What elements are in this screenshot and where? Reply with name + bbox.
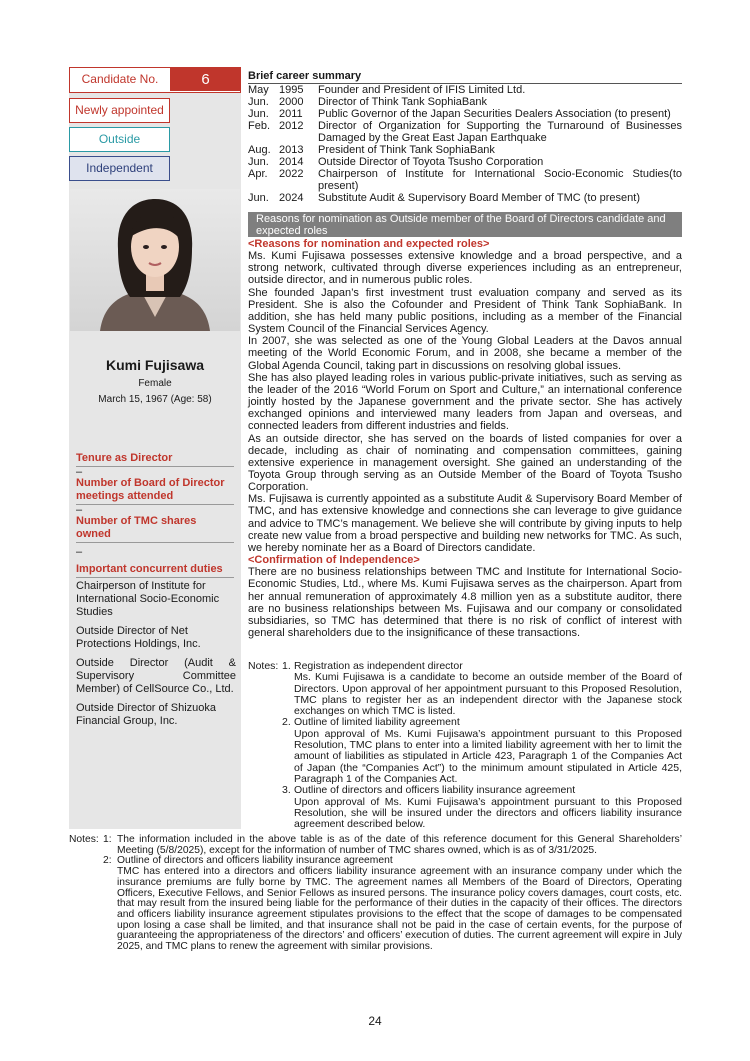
candidate-gender: Female	[138, 378, 172, 389]
career-month: Jun.	[248, 108, 269, 120]
note-number: 1.	[282, 660, 291, 672]
candidate-label: Candidate No.	[81, 72, 159, 86]
tenure-value: –	[76, 466, 83, 478]
career-entry	[248, 96, 682, 108]
footnote-item	[69, 856, 682, 952]
independence-paragraph: There are no business relationships between TMC and Institute for International Socio-Economic Studies, Ltd., where Ms. Kumi Fujisawa serves as the chairperson. Apart from her annual remuneration of approximately 4.8 million yen as a substitute auditor, there are no business relationships between Ms. Fujisawa and our company or consolidated subsidiaries, so TMC has determined that there is no risk of conflict of interest with general shareholders due to the insignificance of these transactions.	[248, 566, 682, 639]
note-body: Upon approval of Ms. Kumi Fujisawa’s appointment pursuant to this Proposed Resolution, she will be insured under the directors and officers liability insurance agreement described below.	[294, 795, 682, 831]
portrait-illustration	[70, 189, 240, 331]
tag-outside: Outside	[69, 127, 170, 152]
candidate-number: 6	[170, 68, 241, 91]
duty-item: Outside Director (Audit & Supervisory Committee Member) of CellSource Co., Ltd.	[76, 657, 236, 695]
reasons-paragraph: She founded Japan’s first investment trust evaluation company and served as its President. She is also the Cofounder and President of Think Tank SophiaBank. In addition, she has held many public positions, including as a member of the Financial System Council of the Financial Services Agency.	[248, 286, 682, 336]
career-text: President of Think Tank SophiaBank	[318, 144, 495, 156]
note-body: Upon approval of Ms. Kumi Fujisawa’s appointment pursuant to this Proposed Resolution, TMC plans to enter into a limited liability agreement with her to limit the amount of liabilities as stipulated in Article 423, Paragraph 1 of the Companies Act of Japan (the “Companies Act”) to the minimum amount stipulated in Article 425, Paragraph 1 of the Companies Act.	[294, 727, 682, 785]
career-text: Director of Think Tank SophiaBank	[318, 96, 487, 108]
candidate-dob: March 15, 1967 (Age: 58)	[98, 394, 212, 405]
career-year: 1995	[279, 84, 304, 96]
reasons-paragraph: Ms. Fujisawa is currently appointed as a substitute Audit & Supervisory Board Member of TMC, and has extensive knowledge and connections she can leverage to give guidance and advice to TMC’s management. We believe she will contribute by giving inputs to help create new value from a broad perspective and building new networks for TMC. As such, we hereby nominate her as a Board of Directors candidate.	[248, 493, 682, 554]
duties-label: Important concurrent duties	[76, 563, 234, 578]
note-body: Ms. Kumi Fujisawa is a candidate to become an outside member of the Board of Directors. Upon approval of her appointment pursuant to this Proposed Resolution, TMC plans to register her as an independent director with the Japanese stock exchanges on which TMC is listed.	[294, 671, 682, 718]
career-text: Chairperson of Institute for International Socio-Economic Studies(to present)	[318, 168, 682, 192]
duty-item: Outside Director of Shizuoka Financial Group, Inc.	[76, 702, 217, 727]
footnote-item	[69, 835, 682, 856]
reasons-paragraph: As an outside director, she has served on the boards of listed companies for over a decade, including as chair of nominating and compensation committees, gaining extensive experience in management oversight. She gained an understanding of the Toyota Group through serving as an Outside Member of the Board of Toyota Tsusho Corporation.	[248, 432, 682, 494]
reasons-paragraph: Ms. Kumi Fujisawa possesses extensive knowledge and a broad perspective, and a strong network, cultivated through diverse experiences including as an entrepreneur, outside director, and in numerous public roles.	[248, 250, 682, 287]
reasons-section	[248, 238, 682, 639]
tag-independent: Independent	[69, 156, 170, 181]
duty-item: Chairperson of Institute for International Socio-Economic Studies	[76, 580, 220, 618]
note-heading: Outline of directors and officers liability insurance agreement	[294, 784, 576, 797]
note-item	[248, 785, 682, 830]
career-month: Feb.	[248, 120, 271, 132]
career-entry	[248, 84, 682, 96]
career-entry	[248, 108, 682, 120]
career-year: 2013	[279, 144, 304, 156]
career-year: 2014	[279, 156, 304, 168]
candidate-number-box	[69, 67, 241, 93]
tag-newly-appointed: Newly appointed	[69, 98, 170, 123]
career-entry	[248, 168, 682, 192]
note-item	[248, 661, 682, 717]
independence-heading: <Confirmation of Independence>	[248, 554, 420, 567]
career-summary-title: Brief career summary	[248, 70, 682, 84]
candidate-notes	[248, 661, 682, 830]
career-text: Director of Organization for Supporting the Turnaround of Businesses Damaged by the Great East Japan Earthquake	[318, 120, 682, 144]
duty-item: Outside Director of Net Protections Holdings, Inc.	[76, 625, 201, 650]
footnote-body: TMC has entered into a directors and officers liability insurance agreement with an insurance company under which the insurance premiums are fully borne by TMC. The agreement names all Members of the Board of Directors, Operating Officers, Executive Fellows, and Senior Fellows as insured persons. The insurance policy covers damages, court costs, etc. that may result from the insured being liable for the performance of their duties in the capacity of their offices. The directors and officers liability insurance agreement stipulates provisions to the effect that the scope of damages to be compensated upon losing a case shall be limited, and that insurance shall not be paid in the case of certain events, for the purpose of guaranteeing the appropriateness of the directors’ and officers’ execution of duties. The current agreement will expire in July 2025, and TMC plans to renew the agreement with similar provisions.	[117, 866, 682, 953]
career-list	[248, 84, 682, 204]
career-month: Aug.	[248, 144, 271, 156]
career-month: Jun.	[248, 156, 269, 168]
footnote-body: The information included in the above table is as of the date of this reference document for this General Shareholders’ Meeting (5/8/2025), except for the information of number of TMC shares owned, which is as of 3/31/2025.	[117, 834, 682, 856]
note-number: 3.	[282, 784, 291, 797]
page-number: 24	[368, 1014, 382, 1028]
career-month: Jun.	[248, 192, 269, 204]
candidate-name: Kumi Fujisawa	[105, 357, 205, 373]
career-entry	[248, 156, 682, 168]
career-entry	[248, 144, 682, 156]
notes-label: Notes:	[248, 660, 279, 672]
footnotes-label: Notes:	[69, 834, 99, 845]
career-entry	[248, 120, 682, 144]
note-number: 2.	[282, 716, 291, 729]
career-year: 2011	[279, 108, 303, 120]
career-entry	[248, 192, 682, 204]
meetings-label: Number of Board of Director meetings attended	[76, 477, 234, 505]
career-year: 2012	[279, 120, 304, 132]
career-year: 2024	[279, 192, 304, 204]
career-month: Apr.	[248, 168, 268, 180]
note-item	[248, 717, 682, 785]
shares-label: Number of TMC shares owned	[76, 515, 234, 543]
career-text: Public Governor of the Japan Securities Dealers Association (to present)	[318, 108, 671, 120]
footnote-number: 2:	[103, 855, 112, 867]
career-year: 2022	[279, 168, 304, 180]
meetings-value: –	[76, 504, 83, 516]
note-heading: Registration as independent director	[294, 660, 463, 672]
duties-list	[76, 580, 236, 734]
tenure-label: Tenure as Director	[76, 452, 234, 467]
reasons-header-bar: Reasons for nomination as Outside member of the Board of Directors candidate and expected roles	[248, 212, 682, 237]
career-text: Founder and President of IFIS Limited Ltd.	[318, 84, 526, 96]
career-month: Jun.	[248, 96, 269, 108]
reasons-paragraph: She has also played leading roles in various public-private initiatives, such as serving as the leader of the 2016 “World Forum on Sport and Culture,” an international conference jointly hosted by the Japanese government and the private sector. She has actively exchanged opinions and interviewed many leaders from Japan and overseas, and connected leaders from different industries and fields.	[248, 371, 682, 433]
footnote-number: 1:	[103, 834, 112, 845]
reasons-heading: <Reasons for nomination and expected roles>	[248, 238, 490, 250]
career-text: Substitute Audit & Supervisory Board Member of TMC (to present)	[318, 192, 640, 204]
career-month: May	[248, 84, 269, 96]
page-footnotes	[69, 835, 682, 953]
candidate-portrait	[70, 189, 240, 331]
reasons-paragraph: In 2007, she was selected as one of the Young Global Leaders at the Davos annual meeting of the World Economic Forum, and in 2008, she became a member of the Global Agenda Council, taking part in discussions on resolving global issues.	[248, 335, 682, 372]
note-heading: Outline of limited liability agreement	[294, 716, 460, 729]
shares-value: –	[76, 546, 83, 558]
career-text: Outside Director of Toyota Tsusho Corporation	[318, 156, 544, 168]
footnote-heading: Outline of directors and officers liability insurance agreement	[117, 855, 393, 867]
career-year: 2000	[279, 96, 304, 108]
